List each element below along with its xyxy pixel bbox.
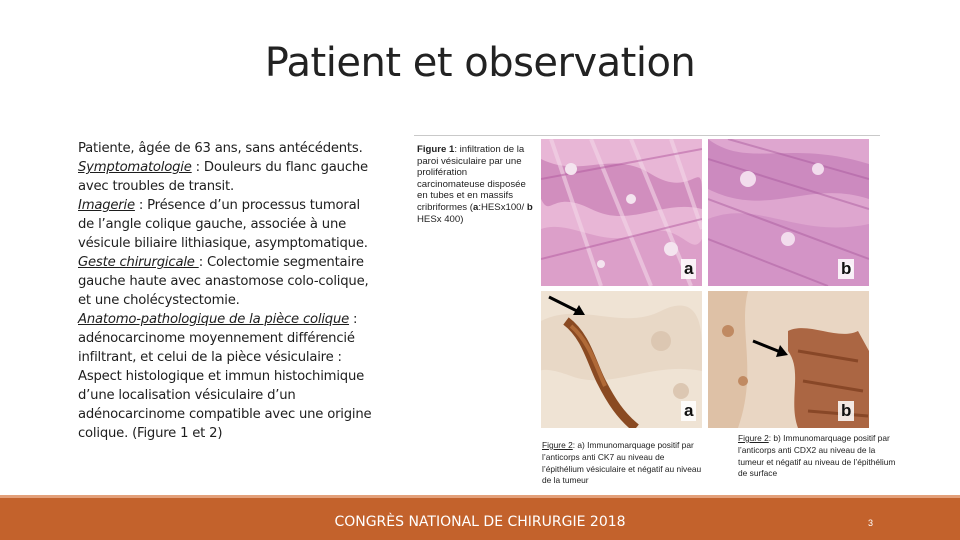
figure1-b: b (526, 201, 533, 213)
figure2a-label: Figure 2 (542, 440, 573, 450)
figure1-caption (417, 144, 537, 225)
ihc-image-ck7 (541, 291, 702, 428)
figure1-text-b: :HESx100/ (478, 201, 527, 213)
panel-label-bottom-right: b (838, 401, 854, 421)
divider-line (414, 135, 880, 136)
case-description (78, 139, 378, 443)
surgery-text: : Colectomie segmentaire gauche haute avec anastomose colo-colique, et une cholécystectomie. (78, 255, 369, 308)
slide-title: Patient et observation (264, 40, 696, 86)
pathology-text: : adénocarcinome moyennement différencié infiltrant, et celui de la pièce vésiculaire : Aspect histologique et immun histochimique d’une localisation vésiculaire d’un adénocarcinome compatible avec une origine colique. (Figure 1 et 2) (78, 312, 372, 441)
pathology-heading: Anatomo-pathologique de la pièce colique (78, 312, 350, 327)
figure1-label: Figure 1 (417, 144, 455, 155)
panel-label-bottom-left: a (681, 401, 696, 421)
symptom-text: : Douleurs du flanc gauche avec troubles de transit. (78, 160, 368, 194)
patient-line: Patiente, âgée de 63 ans, sans antécédents. (78, 141, 363, 156)
footer-title: CONGRÈS NATIONAL DE CHIRURGIE 2018 (334, 514, 626, 530)
panel-label-top-left: a (681, 259, 696, 279)
figure2b-text: : b) Immunomarquage positif par l’anticorps anti CDX2 au niveau de la tumeur et négatif au niveau de l’épithélium de surface (738, 433, 896, 479)
figure2a-text: : a) Immunomarquage positif par l’anticorps anti CK7 au niveau de l’épithélium vésiculaire et négatif au niveau de la tumeur (542, 440, 702, 486)
histology-image-he-x100 (541, 139, 702, 286)
histology-image-he-x400 (708, 139, 869, 286)
figure2a-caption (542, 440, 702, 487)
imaging-heading: Imagerie (78, 198, 135, 213)
ihc-image-cdx2 (708, 291, 869, 428)
figure2b-label: Figure 2 (738, 433, 769, 443)
imaging-text: : Présence d’un processus tumoral de l’angle colique gauche, associée à une vésicule biliaire lithiasique, asymptomatique. (78, 198, 368, 251)
figure1-text-a: : infiltration de la paroi vésiculaire par une prolifération carcinomateuse disposée en tubes et en massifs cribriformes ( (417, 144, 526, 213)
figure1-text-c: HESx 400) (417, 213, 464, 225)
figure2b-caption (738, 433, 903, 480)
page-number: 3 (868, 518, 874, 528)
symptom-heading: Symptomatologie (78, 160, 192, 175)
figure1-a: a (472, 201, 479, 213)
surgery-heading: Geste chirurgicale (78, 255, 199, 270)
panel-label-top-right: b (838, 259, 854, 279)
